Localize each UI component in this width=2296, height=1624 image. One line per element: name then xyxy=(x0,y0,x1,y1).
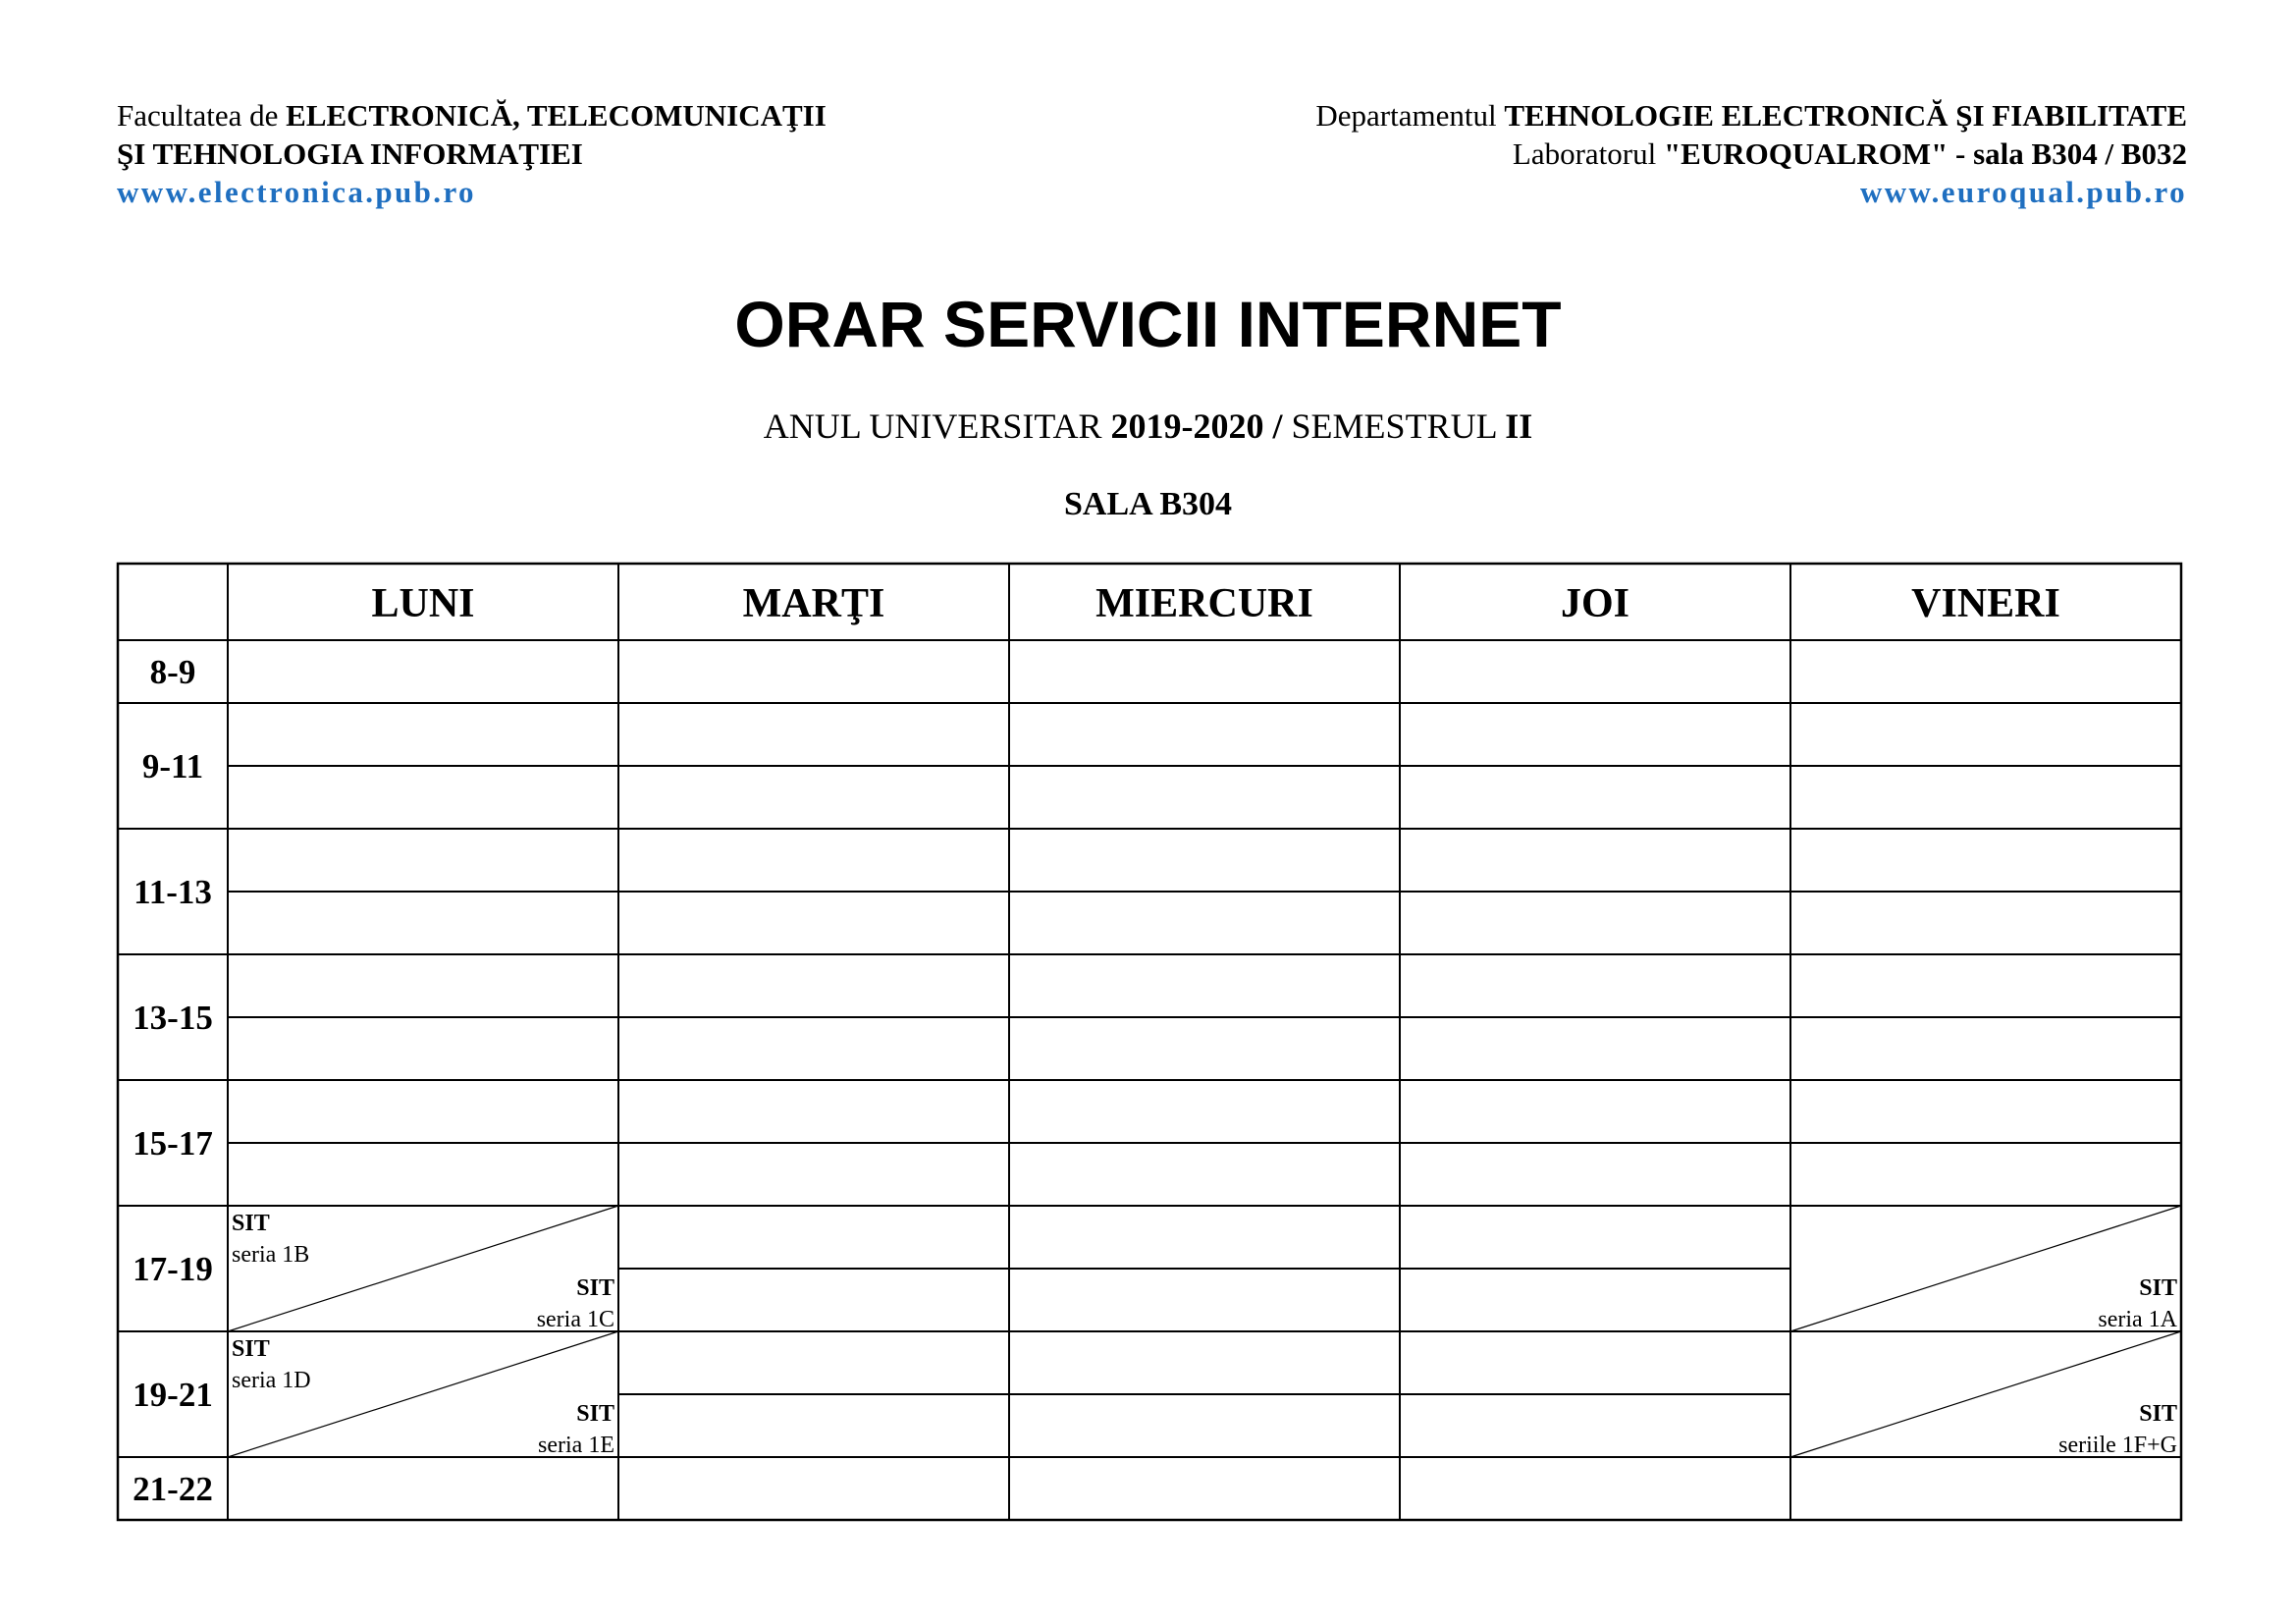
semester-label: SEMESTRUL xyxy=(1291,406,1506,446)
time-slot-label: 17-19 xyxy=(133,1250,213,1288)
class-code: SIT xyxy=(576,1401,614,1427)
class-code: SIT xyxy=(2139,1275,2177,1301)
year-value: 2019-2020 xyxy=(1110,406,1264,446)
time-slot-label: 15-17 xyxy=(133,1124,213,1163)
faculty-prefix: Facultatea de xyxy=(117,98,287,133)
class-code: SIT xyxy=(232,1211,270,1236)
semester-value: II xyxy=(1505,406,1533,446)
class-code: SIT xyxy=(2139,1401,2177,1427)
lab-name: "EUROQUALROM" - sala B304 / B032 xyxy=(1663,136,2187,171)
year-separator: / xyxy=(1263,406,1292,446)
year-prefix: ANUL UNIVERSITAR xyxy=(763,406,1111,446)
page-title: ORAR SERVICII INTERNET xyxy=(734,288,1562,360)
class-code: SIT xyxy=(232,1336,270,1362)
class-series: seria 1C xyxy=(536,1307,614,1332)
department-name: TEHNOLOGIE ELECTRONICĂ ŞI FIABILITATE xyxy=(1504,98,2187,133)
day-header-4: VINERI xyxy=(1911,581,2060,626)
time-slot-label: 13-15 xyxy=(133,999,213,1037)
class-code: SIT xyxy=(576,1275,614,1301)
time-slot-label: 19-21 xyxy=(133,1376,213,1414)
table-border xyxy=(118,564,2181,1520)
day-header-2: MIERCURI xyxy=(1095,581,1313,626)
day-header-0: LUNI xyxy=(371,581,475,626)
faculty-name-2: ŞI TEHNOLOGIA INFORMAŢIEI xyxy=(117,136,583,171)
time-slot-label: 11-13 xyxy=(133,873,212,911)
department-prefix: Departamentul xyxy=(1315,98,1505,133)
faculty-name: ELECTRONICĂ, TELECOMUNICAŢII xyxy=(286,98,827,133)
class-series: seria 1A xyxy=(2098,1307,2177,1332)
time-slot-label: 9-11 xyxy=(141,747,204,785)
lab-prefix: Laboratorul xyxy=(1512,136,1664,171)
day-header-1: MARŢI xyxy=(742,581,885,626)
faculty-link[interactable]: www.electronica.pub.ro xyxy=(117,175,476,209)
class-series: seriile 1F+G xyxy=(2058,1433,2177,1458)
time-slot-label: 21-22 xyxy=(133,1470,213,1508)
day-header-3: JOI xyxy=(1560,581,1630,626)
class-series: seria 1B xyxy=(232,1242,310,1268)
time-slot-label: 8-9 xyxy=(149,653,196,691)
class-series: seria 1D xyxy=(232,1368,311,1393)
class-series: seria 1E xyxy=(538,1433,614,1458)
room-label: SALA B304 xyxy=(1064,486,1232,522)
department-link[interactable]: www.euroqual.pub.ro xyxy=(1859,175,2187,209)
